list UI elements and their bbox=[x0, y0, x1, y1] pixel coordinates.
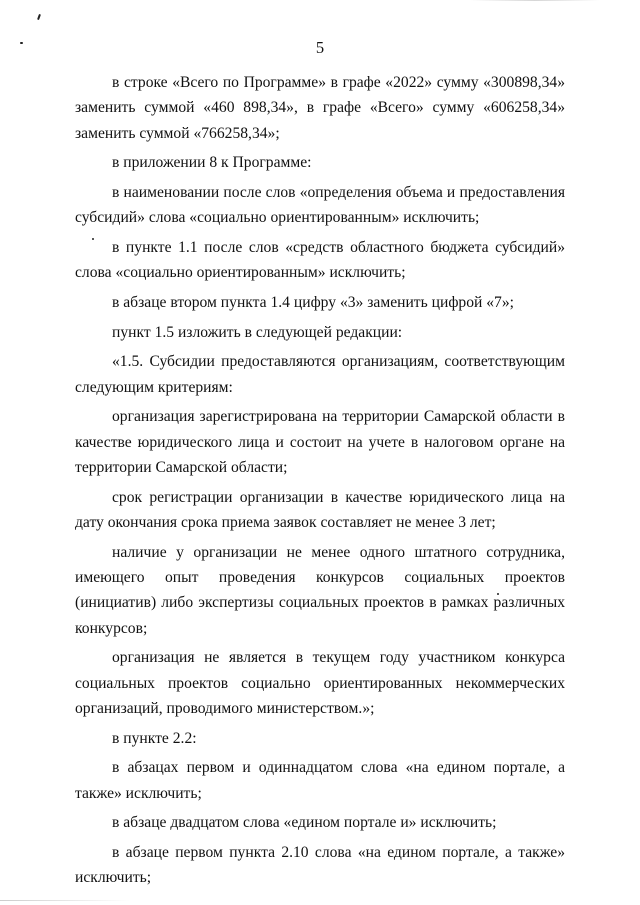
paragraph: наличие у организации не менее одного штатного сотрудника, имеющего опыт проведения конкурсов социальных проектов (инициатив) либо экспертизы социальных проектов в рамках различных конкурсов; bbox=[75, 543, 565, 637]
paragraph: пункт 1.5 изложить в следующей редакции: bbox=[112, 323, 403, 341]
paragraph: в абзаце втором пункта 1.4 цифру «3» заменить цифрой «7»; bbox=[112, 294, 514, 311]
paragraph: в абзацах первом и одиннадцатом слова «на едином портале, а также» исключить; bbox=[75, 759, 565, 802]
paragraph: организация не является в текущем году участником конкурса социальных проектов социально ориентированных некоммерческих организаций, проводимого министерством.»; bbox=[75, 649, 565, 718]
paragraph: в пункте 1.1 после слов «средств областного бюджета субсидий» слова «социально ориентированным» исключить; bbox=[75, 239, 565, 282]
paragraph: срок регистрации организации в качестве юридического лица на дату окончания срока приема заявок составляет не менее 3 лет; bbox=[75, 488, 565, 531]
paragraph: в строке «Всего по Программе» в графе «2022» сумму «300898,34» заменить суммой «460 898,34», в графе «Всего» сумму «606258,34» заменить суммой «766258,34»; bbox=[75, 74, 565, 142]
page-number: 5 bbox=[315, 38, 325, 57]
paragraph: в абзаце первом пункта 2.10 слова «на едином портале, а также» исключить; bbox=[75, 844, 565, 887]
paragraph: «1.5. Субсидии предоставляются организациям, соответствующим следующим критериям: bbox=[75, 353, 565, 396]
paragraph: в абзаце двадцатом слова «едином портале и» исключить; bbox=[112, 814, 497, 832]
paragraph: в приложении 8 к Программе: bbox=[112, 154, 312, 172]
paragraph: в наименовании после слов «определения объема и предоставления субсидий» слова «социально ориентированным» исключить; bbox=[75, 184, 565, 227]
paragraph: организация зарегистрирована на территории Самарской области в качестве юридического лица и состоит на учете в налоговом органе на территории Самарской области; bbox=[75, 408, 565, 476]
paragraph: в пункте 2.2: bbox=[112, 729, 197, 747]
scan-top-edge bbox=[470, 0, 600, 1]
scan-speck bbox=[37, 14, 41, 20]
document-body bbox=[75, 70, 565, 895]
scan-bottom-edge bbox=[0, 900, 130, 901]
